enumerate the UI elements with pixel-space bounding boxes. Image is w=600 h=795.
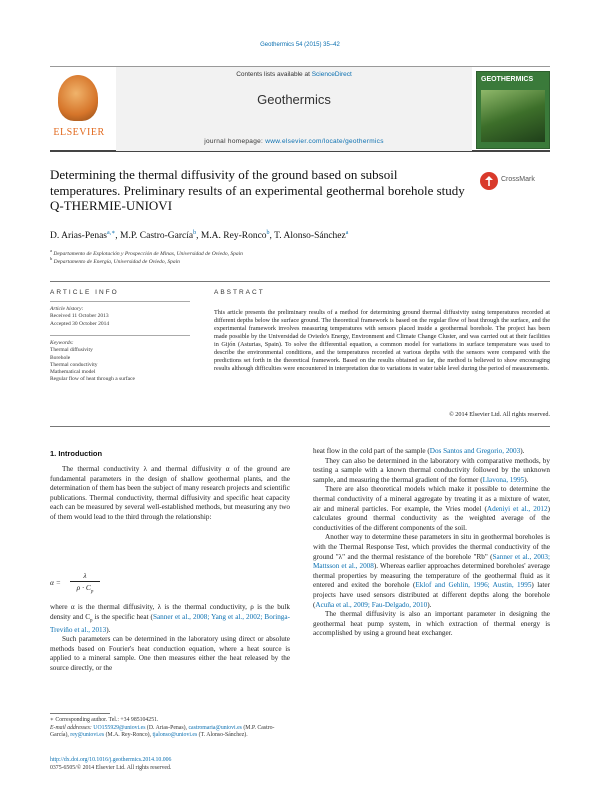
equation-denominator [70,583,100,595]
keyword: Mathematical model [50,369,96,376]
email-label: E-mail addresses: [50,724,94,731]
contents-prefix: Contents lists available at [236,71,312,78]
email-owner: (M.P. Castro-García), [50,724,275,738]
journal-cover-image [476,71,550,149]
citation-link[interactable]: Acuña et al., 2009; Fau-Delgado, 2010 [315,600,428,609]
elsevier-logo [50,73,108,143]
author-name: D. Arias-Penas [50,231,107,242]
text: ). [106,625,111,634]
author-separator: , [196,231,201,242]
contents-line [116,71,472,78]
intro-paragraph [50,603,290,674]
text: ). [524,475,529,484]
homepage-prefix: journal homepage: [204,138,266,145]
article-title: Determining the thermal diffusivity of the ground based on subsoil temperatures. Preliminary results of an experimental geothermal borehole study Q-THERMIE-UNIOVI [50,167,465,213]
equation-numerator: λ [83,571,87,580]
footnote-divider [50,713,110,714]
accepted-date: Accepted 30 October 2014 [50,320,110,327]
keywords [50,340,190,384]
issn-copyright: 0375-6505/© 2014 Elsevier Ltd. All rights reserved. [50,764,172,771]
divider [50,301,190,302]
text: They can also be determined in the laboratory with comparative methods, by testing a sample with a known thermal conductivity followed by the unknown sample, and measuring the thermal gradient of the former ( [313,456,550,484]
publisher-name: ELSEVIER [53,127,105,138]
email-owner: (T. Alonso-Sánchez). [197,732,248,738]
keyword: Regular flow of heat through a surface [50,376,135,383]
copyright: © 2014 Elsevier Ltd. All rights reserved. [449,411,550,418]
paragraph [313,533,550,610]
affiliation-mark: b [50,256,53,261]
paragraph [313,485,550,533]
denominator-subscript: p [90,589,94,595]
journal-reference[interactable]: Geothermics 54 (2015) 35–42 [260,42,340,48]
cover-title: GEOTHERMICS [481,76,534,83]
author-separator: , [115,231,120,242]
email-link[interactable]: UO155929@uniovi.es [93,724,146,731]
header-banner [116,67,472,151]
text: where α is the thermal diffusivity, λ is the thermal conductivity, ρ is the bulk density and C [50,603,290,621]
crossmark-button[interactable] [480,172,550,192]
received-date: Received 11 October 2013 [50,313,109,320]
text: ). [520,447,525,455]
citation-link[interactable]: Eklof and Gehlin, 1996; Austin, 1995 [415,581,532,590]
author-affiliation-mark[interactable]: a,∗ [107,230,116,236]
author-name: M.A. Rey-Ronco [200,231,267,242]
corresponding-author: ∗ Corresponding author. Tel.: +34 985104251. [50,717,159,723]
affiliation [50,256,550,265]
paragraph [313,457,550,486]
author-separator: , [269,231,275,242]
text: ) calculates ground thermal conductivity as the weighted average of the conductivities of the different components of the soil. [313,504,551,532]
author-list [50,229,550,241]
crossmark-icon [480,172,498,190]
citation-link[interactable]: Sanner et al., 2003; Mattsson et al., 2008 [313,552,550,571]
paragraph: The thermal diffusivity is also an important parameter in designing the geothermal heat pump system, in which extraction of thermal energy is accomplished by using a ground heat exchanger. [313,610,550,638]
text: ). [427,600,432,609]
text: Another way to determine these parameters in situ in geothermal boreholes is with the Thermal Response Test, which provides the thermal conductivity of the ground "λ" and the thermal resistance of the borehole "Rb" ( [313,533,550,561]
article-history [50,306,190,328]
affiliation-mark: a [50,248,52,253]
affiliation-text: Departamento de Energía, Universidad de Oviedo, Spain [53,258,180,265]
abstract-heading: ABSTRACT [214,289,265,296]
denominator-text: ρ · C [76,583,91,592]
fraction-bar [70,581,100,582]
citation-link[interactable]: Llavona, 1995 [482,475,525,484]
homepage-line [116,138,472,145]
author-affiliation-mark[interactable]: a [345,230,349,236]
author-affiliation-mark[interactable]: b [266,230,270,236]
divider [50,335,190,336]
equation-lhs: α = [50,578,61,587]
email-link[interactable]: tjalonso@uniovi.es [152,732,198,738]
abstract-text: This article presents the preliminary results of a method for determining ground thermal diffusivity using temperatures recorded at different depths below the surface ground. The theoretical framework is based on the regular flow of heat through the surface, and the experimental framework involves measuring temperatures with sensors placed inside a geothermal borehole. The project has been made possible by the Universidad de Oviedo's Energy, Environment and Climate Change Cluster, and was carried out at their facilities in Gijón (Asturias, Spain). To solve the differential equation, a common model for variations in surface temperature was used to describe the environmental conditions, and the temperatures recorded at various depths with the sensors were compared with the predictions set forth in the theoretical framework. Based on the results obtained so far, the method is believed to show encouraging results although difficulties were encountered in interpretation due to variations in water table level during the period of measurements. [214,309,550,372]
email-link[interactable]: castromaria@uniovi.es [188,724,242,731]
citation-link[interactable]: Sanner et al., 2008; Yang et al., 2002; Boringa-Treviño et al., 2013 [50,612,290,634]
text: ). Whereas earlier approaches determined boreholes' average thermal properties by measuring the temperature of the geothermal fluid as it entered and exited the borehole ( [313,562,550,590]
footnotes [50,717,290,740]
homepage-link[interactable]: www.elsevier.com/locate/geothermics [265,138,384,145]
author-name: M.P. Castro-García [120,231,194,242]
citation-link[interactable]: Dos Santos and Gregorio, 2003 [429,447,521,455]
intro-paragraph [50,465,290,523]
section-heading: 1. Introduction [50,449,103,458]
keyword: Thermal conductivity [50,361,98,368]
email-link[interactable]: rey@uniovi.es [70,732,105,738]
crossmark-label: CrossMark [501,176,535,183]
text: is the specific heat ( [92,612,153,621]
paragraph: The thermal conductivity λ and thermal diffusivity α of the ground are fundamental parameters in the design of shallow geothermal plants, and the determination of them has been the subject of many research projects and scientific publications. Thermal conductivity, thermal diffusivity and specific heat capacity each can be measured by several well-established methods, but measuring any two of them would lead to the third through the relationship: [50,465,290,521]
keyword: Borehole [50,354,71,361]
paragraph [50,603,290,635]
citation-link[interactable]: Adeniyi et al., 2012 [486,504,548,513]
doi-link[interactable]: http://dx.doi.org/10.1016/j.geothermics.2014.10.006 [50,757,172,763]
subscript: p [90,618,93,624]
article-info-heading: ARTICLE INFO [50,289,119,296]
paragraph: Such parameters can be determined in the laboratory using direct or absolute methods based on Fourier's heat conduction equation, where a heat source is applied to a mineral sample. One then measures either the heat released by the source directly, or the [50,635,290,672]
text: heat flow in the cold part of the sample ( [313,447,430,455]
journal-title: Geothermics [257,92,331,107]
author-name: T. Alonso-Sánchez [274,231,346,242]
keywords-label: Keywords: [50,340,74,346]
affiliation-text: Departamento de Explotación y Prospección de Minas, Universidad de Oviedo, Spain [53,250,243,257]
email-addresses [50,725,290,740]
doi-block [50,757,171,772]
sciencedirect-link[interactable]: ScienceDirect [311,71,352,78]
right-column [313,447,550,639]
equation-fraction [70,571,100,595]
divider [50,281,550,282]
keyword: Thermal diffusivity [50,347,93,354]
elsevier-tree-icon [58,75,98,121]
text: There are also theoretical models which make it possible to determine the thermal conductivity of a mineral aggregate by treating it as a mixture of water, air and mineral particles. For example, the Vries model ( [313,485,550,513]
cover-photo [481,90,545,142]
history-label: Article history: [50,306,84,312]
text: ) later projects have used sensors distributed at different depths along the borehole ( [313,581,550,609]
journal-header [50,66,550,152]
author-affiliation-mark[interactable]: b [193,230,197,236]
divider [50,426,550,427]
equation [50,571,290,595]
email-owner: (D. Arias-Penas), [145,724,189,731]
paragraph [313,447,550,457]
email-owner: (M.A. Rey-Ronco), [104,732,153,738]
